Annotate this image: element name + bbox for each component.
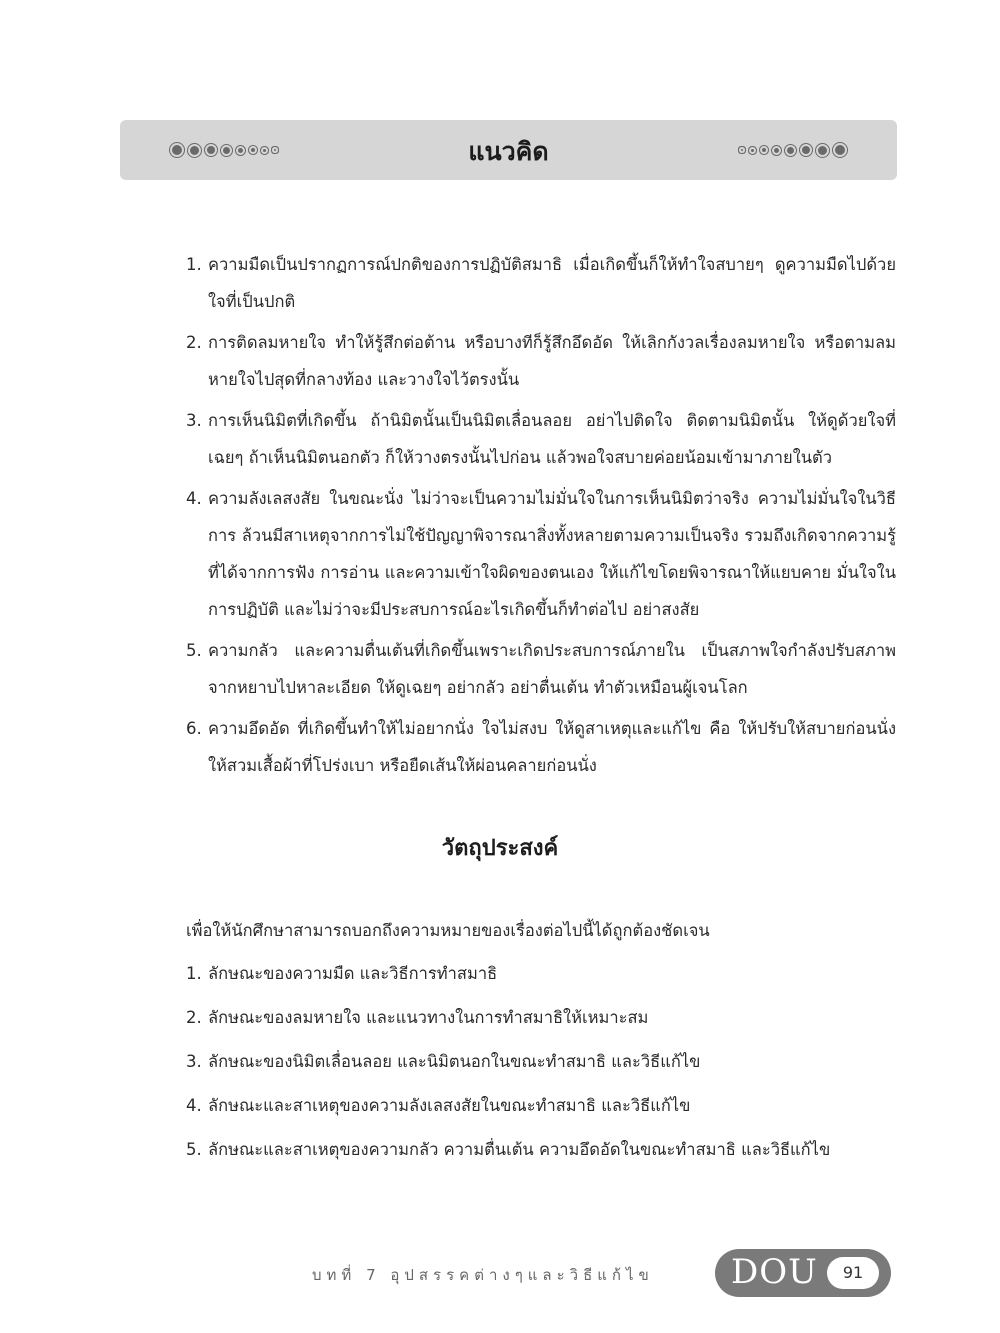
item-text: ความอึดอัด ที่เกิดขึ้นทำให้ไม่อยากนั่ง ใจไม่สงบ ให้ดูสาเหตุและแก้ไข คือ ให้ปรับให้สบายก่อนนั่ง ให้สวมเสื้อผ้าที่โปร่งเบา หรือยืดเส้นให้ผ่อนคลายก่อนนั่ง bbox=[208, 719, 896, 775]
item-number: 6. bbox=[186, 719, 202, 738]
page-number: 91 bbox=[827, 1257, 879, 1289]
item-text: ลักษณะและสาเหตุของความกลัว ความตื่นเต้น ความอึดอัดในขณะทำสมาธิ และวิธีแก้ไข bbox=[208, 1140, 831, 1159]
objectives-intro: เพื่อให้นักศึกษาสามารถบอกถึงความหมายของเรื่องต่อไปนี้ได้ถูกต้องชัดเจน bbox=[186, 921, 710, 940]
item-number: 4. bbox=[186, 489, 202, 508]
objective-item bbox=[186, 1043, 896, 1080]
item-text: ลักษณะและสาเหตุของความลังเลสงสัยในขณะทำสมาธิ และวิธีแก้ไข bbox=[208, 1096, 691, 1115]
item-number: 3. bbox=[186, 1052, 202, 1071]
concept-item bbox=[186, 402, 896, 476]
footer-chapter-title: บทที่ 7 อุปสรรคต่างๆและวิธีแก้ไข bbox=[312, 1266, 654, 1284]
objective-item bbox=[186, 999, 896, 1036]
concept-item bbox=[186, 324, 896, 398]
concept-item bbox=[186, 710, 896, 784]
item-number: 2. bbox=[186, 1008, 202, 1027]
item-text: ความมืดเป็นปรากฏการณ์ปกติของการปฏิบัติสมาธิ เมื่อเกิดขึ้นก็ให้ทำใจสบายๆ ดูความมืดไปด้วยใจที่เป็นปกติ bbox=[208, 255, 896, 311]
item-number: 1. bbox=[186, 964, 202, 983]
objective-item bbox=[186, 1087, 896, 1124]
item-text: การติดลมหายใจ ทำให้รู้สึกต่อต้าน หรือบางทีก็รู้สึกอึดอัด ให้เลิกกังวลเรื่องลมหายใจ หรือตามลมหายใจไปสุดที่กลางท้อง และวางใจไว้ตรงนั้น bbox=[208, 333, 896, 389]
item-number: 1. bbox=[186, 255, 202, 274]
item-text: การเห็นนิมิตที่เกิดขึ้น ถ้านิมิตนั้นเป็นนิมิตเลื่อนลอย อย่าไปติดใจ ติดตามนิมิตนั้น ให้ดูด้วยใจที่เฉยๆ ถ้าเห็นนิมิตนอกตัว ก็ให้วางตรงนั้นไปก่อน แล้วพอใจสบายค่อยน้อมเข้ามาภายในตัว bbox=[208, 411, 896, 467]
concept-banner bbox=[120, 120, 897, 180]
page-badge bbox=[715, 1249, 891, 1297]
item-text: ลักษณะของลมหายใจ และแนวทางในการทำสมาธิให้เหมาะสม bbox=[208, 1008, 649, 1027]
item-text: ลักษณะของความมืด และวิธีการทำสมาธิ bbox=[208, 964, 498, 983]
objectives-list bbox=[186, 955, 896, 1175]
section-title-objectives: วัตถุประสงค์ bbox=[441, 836, 559, 861]
concept-item bbox=[186, 480, 896, 628]
item-number: 5. bbox=[186, 1140, 202, 1159]
item-number: 5. bbox=[186, 641, 202, 660]
objective-item bbox=[186, 1131, 896, 1168]
item-text: ลักษณะของนิมิตเลื่อนลอย และนิมิตนอกในขณะทำสมาธิ และวิธีแก้ไข bbox=[208, 1052, 701, 1071]
item-text: ความกลัว และความตื่นเต้นที่เกิดขึ้นเพราะเกิดประสบการณ์ภายใน เป็นสภาพใจกำลังปรับสภาพจากหยาบไปหาละเอียด ให้ดูเฉยๆ อย่ากลัว อย่าตื่นเต้น ทำตัวเหมือนผู้เจนโลก bbox=[208, 641, 896, 697]
concept-list bbox=[186, 246, 896, 788]
item-number: 3. bbox=[186, 411, 202, 430]
section-title-concept: แนวคิด bbox=[468, 137, 549, 166]
item-number: 2. bbox=[186, 333, 202, 352]
objective-item bbox=[186, 955, 896, 992]
item-text: ความลังเลสงสัย ในขณะนั่ง ไม่ว่าจะเป็นความไม่มั่นใจในการเห็นนิมิตว่าจริง ความไม่มั่นใจในวิธีการ ล้วนมีสาเหตุจากการไม่ใช้ปัญญาพิจารณาสิ่งทั้งหลายตามความเป็นจริง รวมถึงเกิดจากความรู้ที่ได้จากการฟัง การอ่าน และความเข้าใจผิดของตนเอง ให้แก้ไขโดยพิจารณาให้แยบคาย มั่นใจในการปฏิบัติ และไม่ว่าจะมีประสบการณ์อะไรเกิดขึ้นก็ทำต่อไป อย่าสงสัย bbox=[208, 489, 896, 619]
decorative-dots-right bbox=[737, 120, 849, 180]
brand-logo: DOU bbox=[731, 1252, 818, 1292]
concept-item bbox=[186, 632, 896, 706]
item-number: 4. bbox=[186, 1096, 202, 1115]
concept-item bbox=[186, 246, 896, 320]
